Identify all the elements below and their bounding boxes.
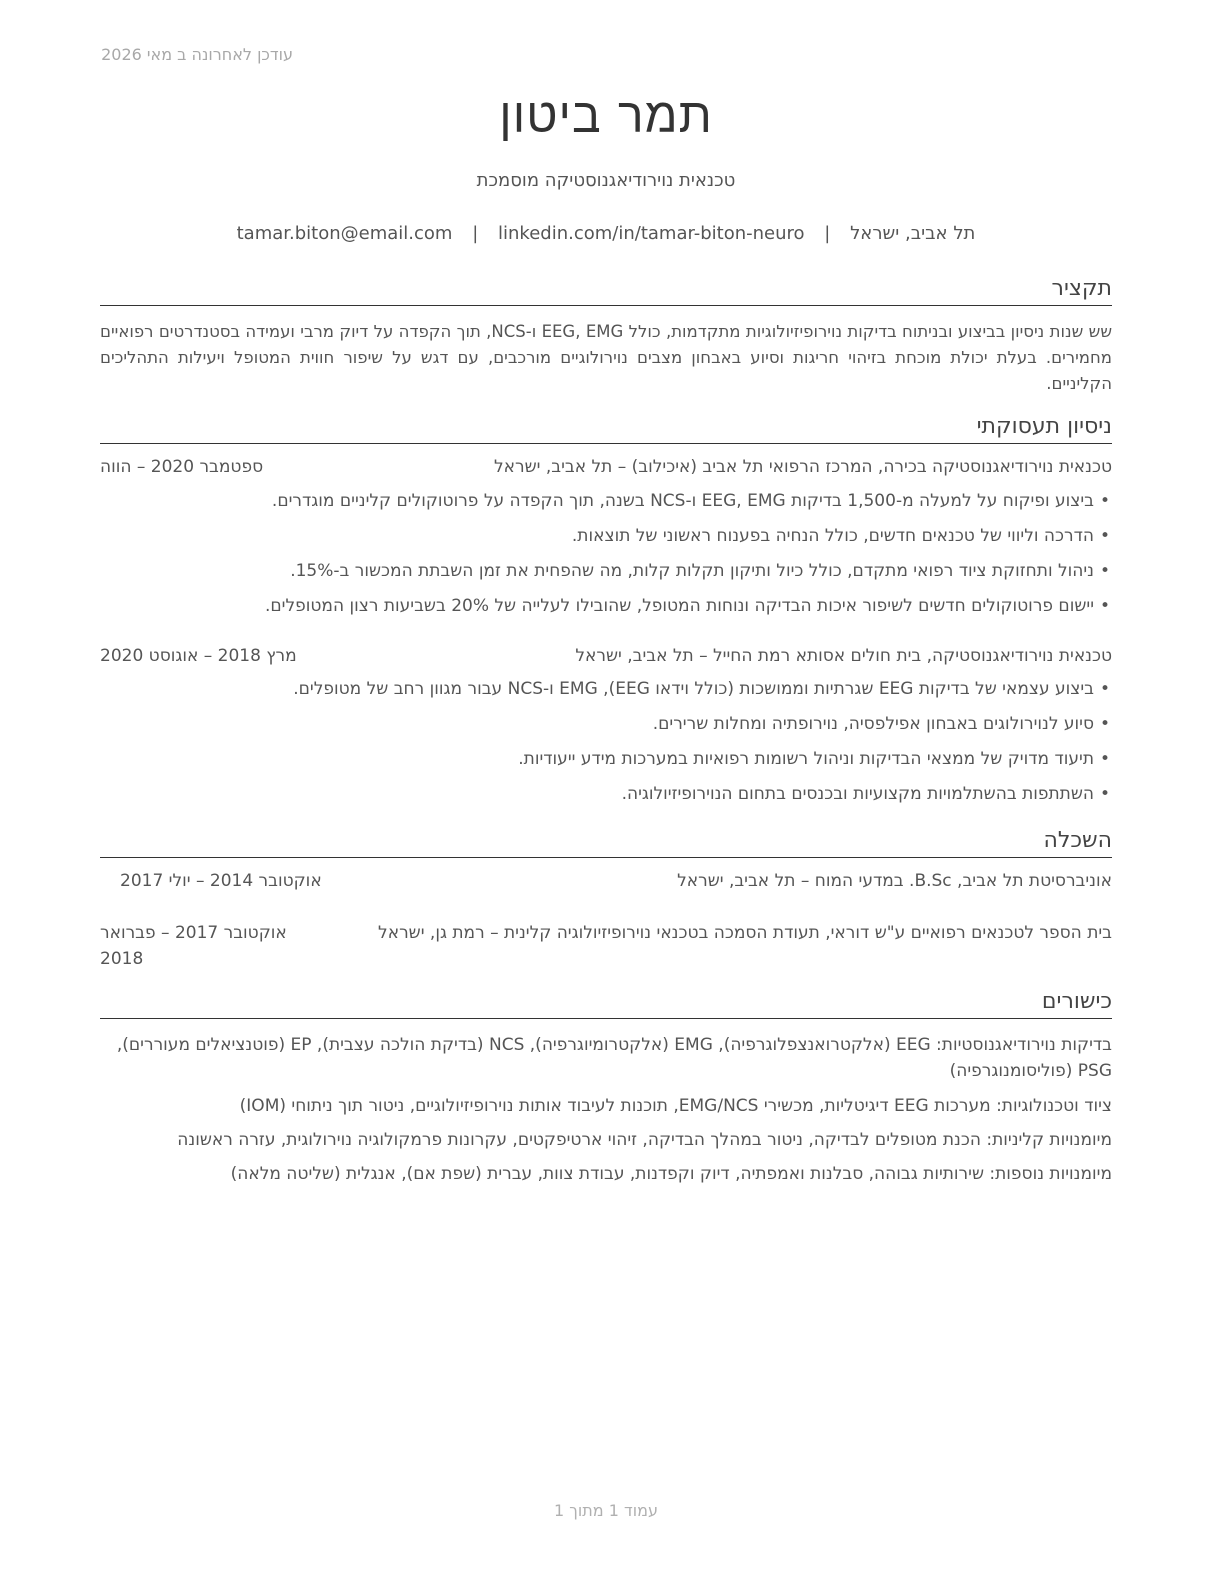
contact-separator: | [824,223,831,244]
resume-page [100,0,1112,1584]
list-item [100,489,1112,524]
list-item [100,747,1112,782]
skill-line: ציוד וטכנולוגיות: מערכות EEG דיגיטליות, מכשירי EMG/NCS, תוכנות לעיבוד אותות נוירופיזיולוגיים, ניטור תוך ניתוחי (IOM) [239,1096,1112,1116]
job-header [100,457,1112,481]
bullet-text: סיוע לנוירולוגים באבחון אפילפסיה, נוירופתיה ומחלות שרירים. [652,714,1094,734]
list-item [100,782,1112,817]
bullet-dot: • [1099,714,1110,734]
section-heading-education: השכלה [100,826,1112,858]
job-role: טכנאית נוירודיאגנוסטיקה בכירה, המרכז הרפואי תל אביב (איכילוב) – תל אביב, ישראל [494,457,1112,477]
bullet-dot: • [1099,526,1110,546]
list-item [100,559,1112,594]
bullet-text: הדרכה וליווי של טכנאים חדשים, כולל הנחיה בפענוח ראשוני של תוצאות. [571,526,1094,546]
bullet-text: ניהול ותחזוקת ציוד רפואי מתקדם, כולל כיול ותיקון תקלות קלות, מה שהפחית את זמן השבתת המכשור ב-15%. [290,561,1094,581]
contact-separator: | [472,223,479,244]
job-bullets [100,677,1112,817]
skill-line: בדיקות נוירודיאגנוסטיות: EEG (אלקטרואנצפלוגרפיה), EMG (אלקטרומיוגרפיה), NCS (בדיקת הולכה עצבית), EP (פוטנציאלים מעוררים), PSG (פוליסומנוגרפיה) [116,1035,1112,1081]
list-item [100,594,1112,629]
section-heading-skills: כישורים [100,987,1112,1019]
bullet-dot: • [1099,679,1110,699]
bullet-dot: • [1099,784,1110,804]
education-dates: אוקטובר 2014 – יולי 2017 [120,871,322,891]
bullet-dot: • [1099,491,1110,511]
skill-line: מיומנויות נוספות: שירותיות גבוהה, סבלנות ואמפתיה, דיוק וקפדנות, עבודת צוות, עברית (שפת אם), אנגלית (שליטה מלאה) [230,1164,1112,1184]
bullet-dot: • [1099,749,1110,769]
contact-location: תל אביב, ישראל [850,223,976,244]
bullet-dot: • [1099,596,1110,616]
bullet-text: השתתפות בהשתלמויות מקצועיות ובכנסים בתחום הנוירופיזיולוגיה. [621,784,1094,804]
contact-email[interactable]: tamar.biton@email.com [236,223,453,244]
contact-line [100,223,1112,244]
bullet-text: ביצוע ופיקוח על למעלה מ-1,500 בדיקות EEG, EMG ו-NCS בשנה, תוך הקפדה על פרוטוקולים קליניים מוגדרים. [271,491,1094,511]
contact-linkedin[interactable]: linkedin.com/in/tamar-biton-neuro [498,223,805,244]
page-number: עמוד 1 מתוך 1 [554,1501,658,1520]
job-dates: מרץ 2018 – אוגוסט 2020 [100,646,297,666]
education-institution: בית הספר לטכנאים רפואיים ע"ש דוראי, תעודת הסמכה בטכנאי נוירופיזיולוגיה קלינית – רמת גן, ישראל [378,923,1112,943]
section-heading-experience: ניסיון תעסוקתי [100,412,1112,444]
list-item [100,712,1112,747]
list-item [100,677,1112,712]
list-item [100,524,1112,559]
job-header [100,646,1112,670]
skill-line: מיומנויות קליניות: הכנת מטופלים לבדיקה, ניטור במהלך הבדיקה, זיהוי ארטיפקטים, עקרונות פרמקולוגיה נוירולוגית, עזרה ראשונה [177,1130,1112,1150]
candidate-title: טכנאית נוירודיאגנוסטיקה מוסמכת [476,170,736,191]
bullet-text: ביצוע עצמאי של בדיקות EEG שגרתיות וממושכות (כולל וידאו EEG), EMG ו-NCS עבור מגוון רחב של מטופלים. [293,679,1094,699]
bullet-text: תיעוד מדויק של ממצאי הבדיקות וניהול רשומות רפואיות במערכות מידע ייעודיות. [518,749,1094,769]
summary-text: שש שנות ניסיון בביצוע ובניתוח בדיקות נוירופיזיולוגיות מתקדמות, כולל EEG, EMG ו-NCS, תוך הקפדה על דיוק מרבי ועמידה בסטנדרטים רפואיים מחמירים. בעלת יכולת מוכחת בזיהוי חריגות וסיוע באבחון מצבים נוירולוגיים מורכבים, עם דגש על שיפור חווית המטופל ויעילות התהליכים הקליניים. [100,322,1113,393]
bullet-text: יישום פרוטוקולים חדשים לשיפור איכות הבדיקה ונוחות המטופל, שהובילו לעלייה של 20% בשביעות רצון המטופלים. [265,596,1094,616]
job-role: טכנאית נוירודיאגנוסטיקה, בית חולים אסותא רמת החייל – תל אביב, ישראל [575,646,1112,666]
section-heading-summary: תקציר [100,274,1112,306]
bullet-dot: • [1099,561,1110,581]
education-institution: אוניברסיטת תל אביב, B.Sc. במדעי המוח – תל אביב, ישראל [677,871,1112,891]
last-updated: עודכן לאחרונה ב מאי 2026 [101,45,293,64]
education-dates: אוקטובר 2017 – פברואר 2018 [100,923,287,969]
job-bullets [100,489,1112,629]
candidate-name: תמר ביטון [499,88,713,144]
job-dates: ספטמבר 2020 – הווה [100,457,264,477]
